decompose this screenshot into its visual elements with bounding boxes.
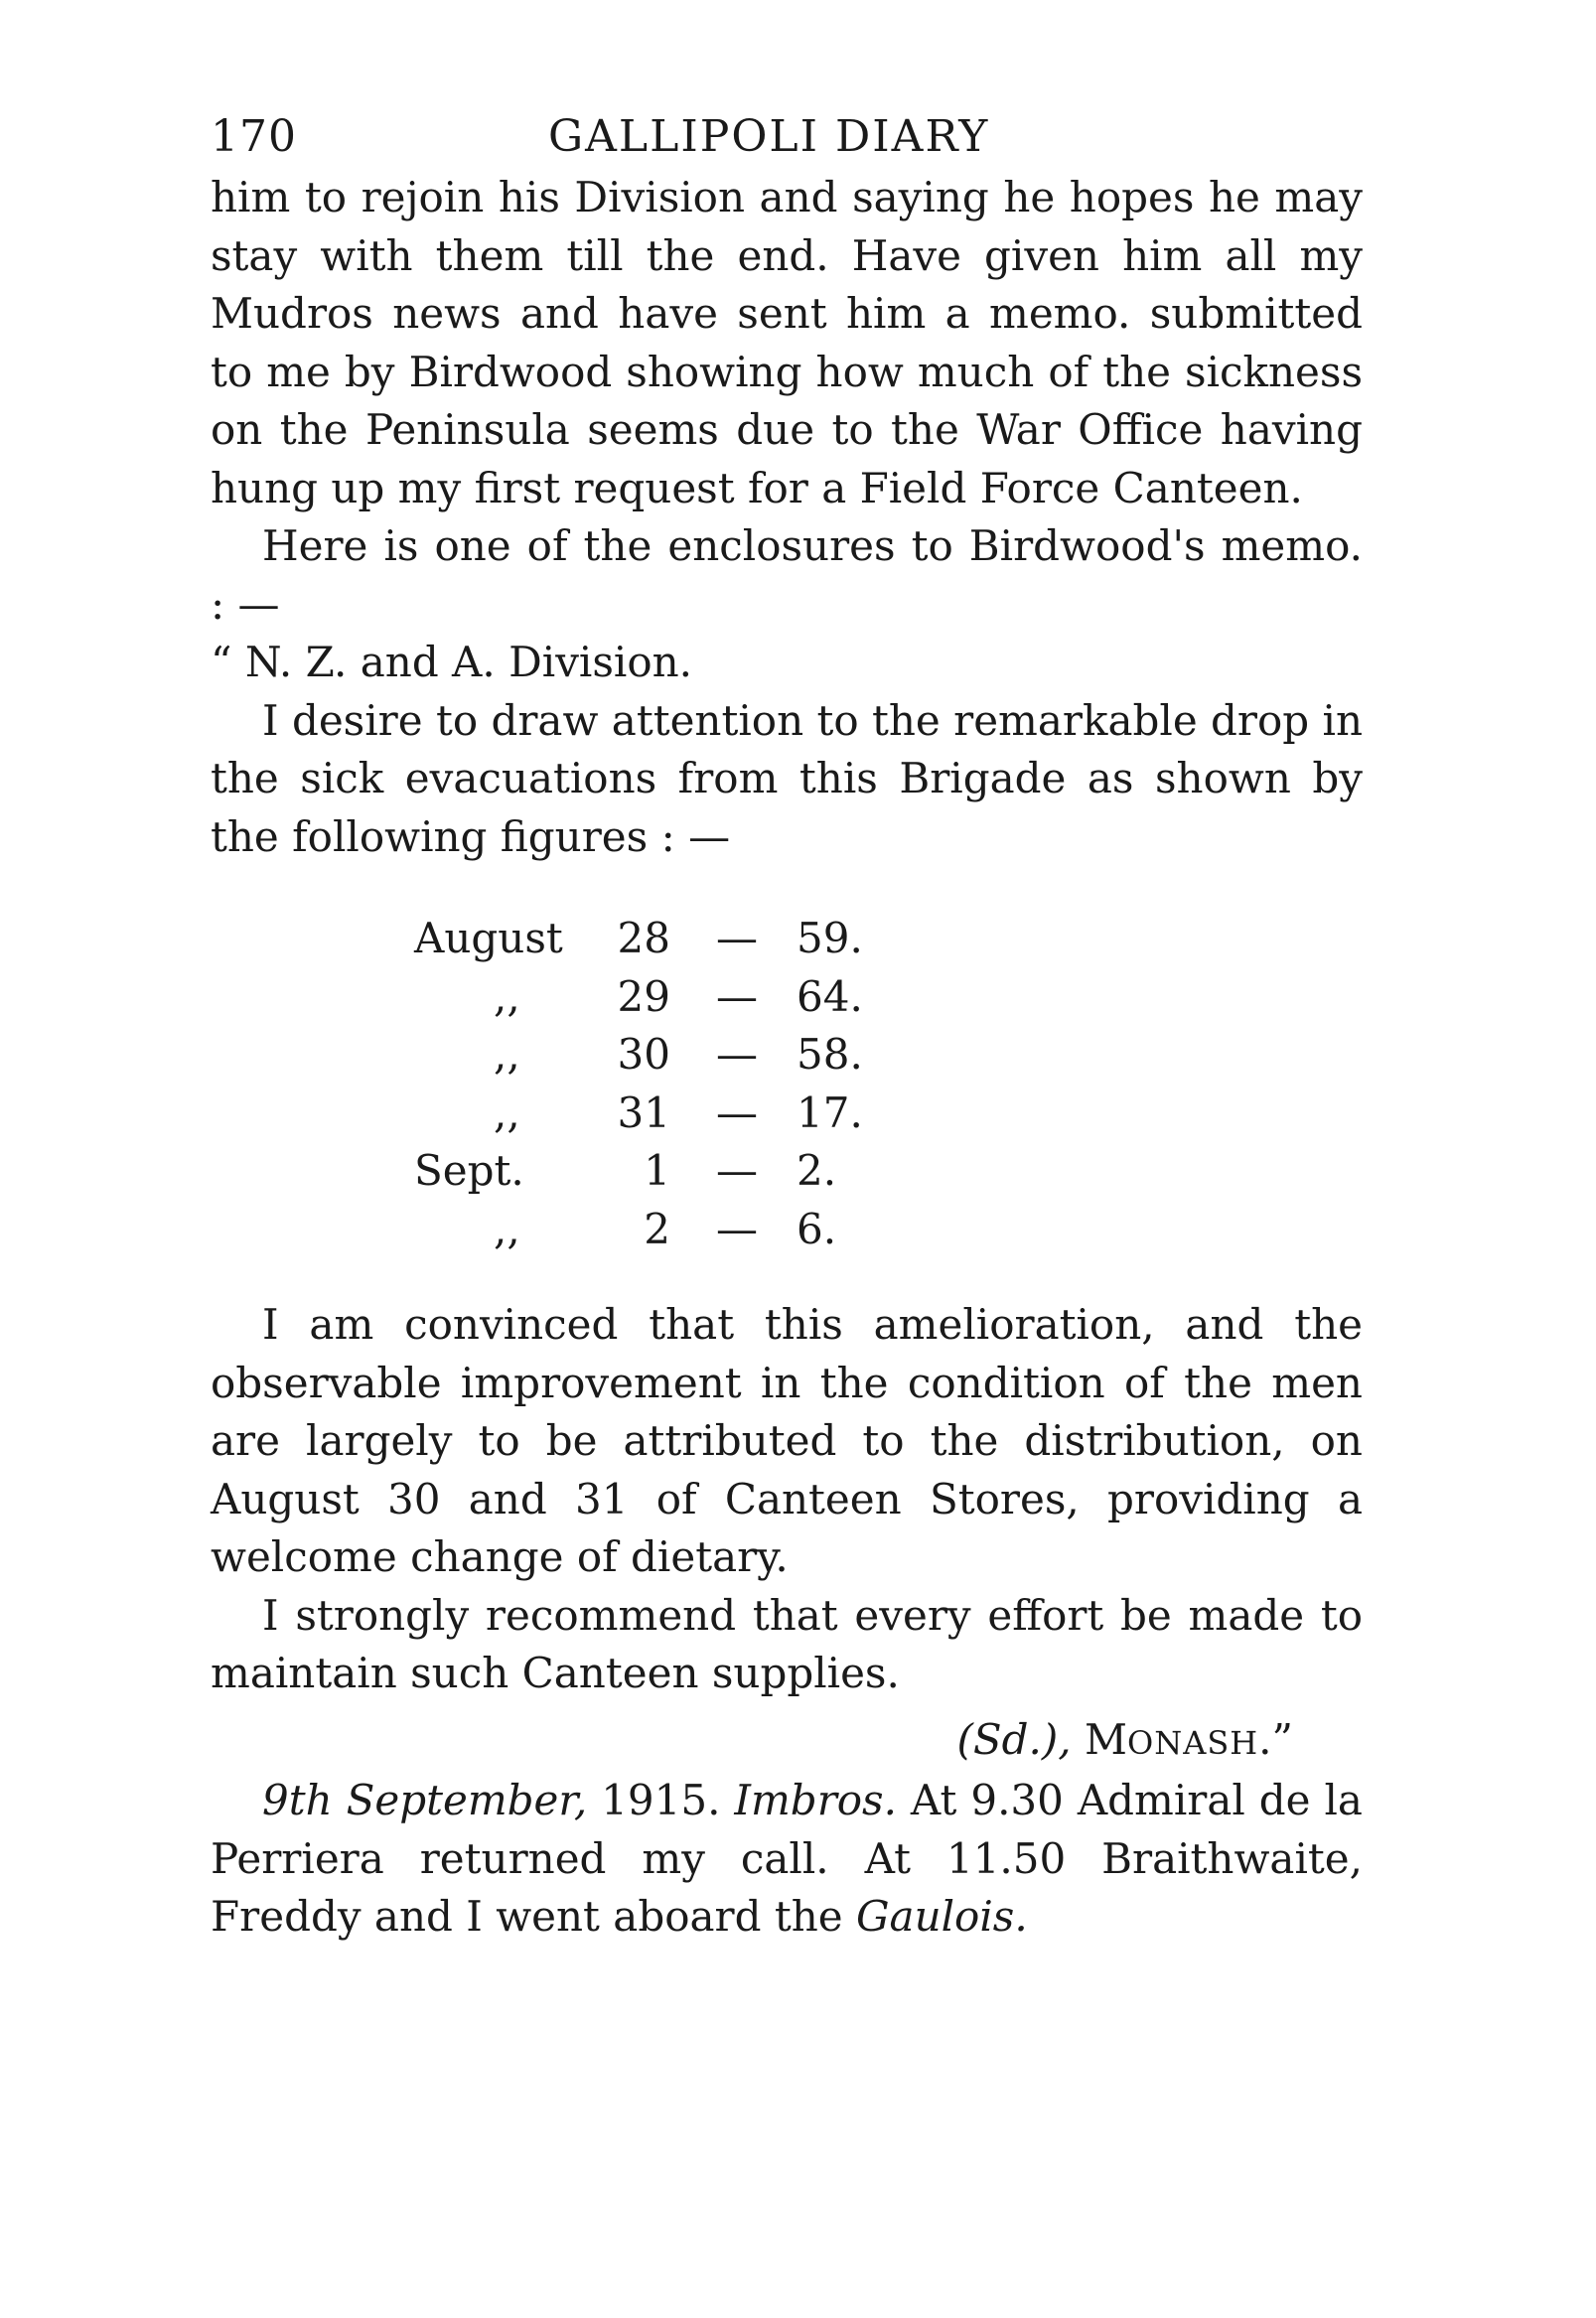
figures-dash: — — [716, 971, 758, 1021]
figures-count: 58. — [797, 1030, 863, 1079]
figures-month: August — [414, 914, 563, 962]
entry-year: 1915. — [601, 1776, 721, 1824]
entry-place: Imbros. — [734, 1776, 897, 1824]
figures-day: 31 — [617, 1087, 670, 1137]
figures-row — [211, 968, 1363, 1027]
signature-name-rest: ONASH — [1127, 1723, 1259, 1762]
figures-count: 2. — [797, 1146, 837, 1195]
figures-day: 28 — [617, 914, 670, 962]
figures-dash: — — [716, 914, 758, 962]
entry-ship-name: Gaulois — [855, 1892, 1015, 1941]
entry-date: 9th September, — [262, 1776, 588, 1824]
figures-row — [211, 1201, 1363, 1259]
running-head — [211, 99, 1363, 169]
figures-day: 1 — [644, 1146, 670, 1195]
paragraph-3: I desire to draw attention to the remarkable drop in the sick evacuations from this Brigade as shown by the following figures : — — [211, 695, 1363, 861]
figures-month: ,, — [494, 1204, 520, 1253]
figures-table — [211, 910, 1363, 1258]
entry-end: . — [1014, 1892, 1028, 1941]
book-page — [211, 99, 1363, 1947]
figures-month: ,, — [494, 971, 520, 1021]
figures-row — [211, 1085, 1363, 1143]
signature-sd: (Sd.), — [956, 1714, 1072, 1764]
signature-name — [1085, 1715, 1258, 1764]
paragraph-2: Here is one of the enclosures to Birdwood's memo. : — — [211, 521, 1363, 629]
figures-count: 64. — [797, 971, 863, 1021]
figures-count: 59. — [797, 914, 863, 962]
figures-month: Sept. — [414, 1146, 524, 1195]
diary-entry — [211, 1772, 1363, 1947]
figures-row — [211, 1142, 1363, 1201]
figures-count: 17. — [797, 1087, 863, 1137]
signature-name-initial: M — [1084, 1714, 1127, 1764]
figures-month: ,, — [494, 1087, 520, 1137]
paragraph-5: I strongly recommend that every effort be made to maintain such Canteen supplies. — [211, 1590, 1363, 1697]
page-number: 170 — [211, 111, 297, 162]
diary-entry-block — [211, 1772, 1363, 1947]
paragraph-1: him to rejoin his Division and saying he hopes he may stay with them till the end. Have given him all my Mudros news and have sent him a memo. submitted to me by Birdwood showing how much of the sickness on the Peninsula seems due to the War Office having hung up my first request for a Field Force Canteen. — [211, 173, 1363, 512]
body-text — [211, 169, 1363, 866]
figures-dash: — — [716, 1204, 758, 1253]
paragraph-4: I am convinced that this amelioration, and the observable improvement in the condition of the men are largely to be attributed to the distribution, on August 30 and 31 of Canteen Stores, providing a welcome change of dietary. — [211, 1300, 1363, 1581]
body-text-continued — [211, 1296, 1363, 1703]
figures-count: 6. — [797, 1204, 837, 1253]
figures-day: 2 — [644, 1204, 670, 1253]
figures-row — [211, 910, 1363, 968]
figures-dash: — — [716, 1146, 758, 1195]
signature-closing: .” — [1258, 1714, 1293, 1764]
figures-dash: — — [716, 1030, 758, 1079]
signature-line — [211, 1711, 1363, 1773]
figures-month: ,, — [494, 1030, 520, 1079]
figures-day: 29 — [617, 971, 670, 1021]
entry-text: At 9.30 Admiral de la Perriera returned my call. At 11.50 Braithwaite, Freddy and I went aboard the — [211, 1776, 1363, 1941]
book-title: GALLIPOLI DIARY — [548, 111, 990, 162]
memo-heading: “ N. Z. and A. Division. — [211, 638, 693, 686]
figures-dash: — — [716, 1087, 758, 1137]
figures-day: 30 — [617, 1030, 670, 1079]
figures-row — [211, 1026, 1363, 1085]
